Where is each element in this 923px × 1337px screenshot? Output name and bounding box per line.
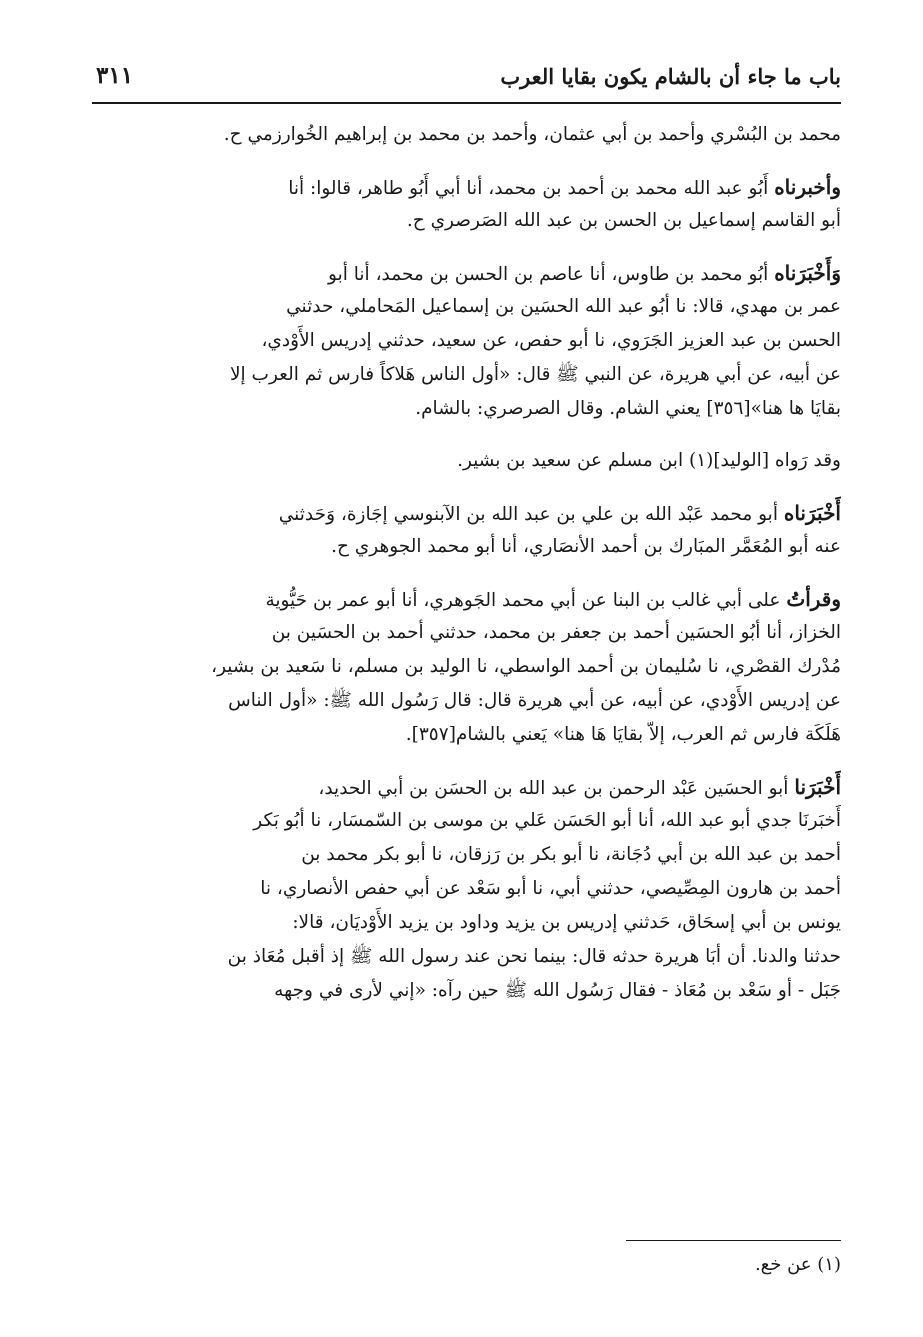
line-text: الخزاز، أنا أبُو الحسَين أحمد بن جعفر بن محمد، حدثني أحمد بن الحسَين بن (271, 622, 841, 643)
line-text: عمر بن مهدي، قالا: نا أبُو عبد الله الحسَين بن إسماعيل المَحاملي، حدثني (286, 296, 841, 317)
line-text: أَخبَرنَا جدي أبو عبد الله، أنا أبو الحَسَن عَلي بن موسى بن السّمسَار، نا أبُو بَكر (253, 810, 841, 831)
line-text: أبو القاسم إسماعيل بن الحسن بن عبد الله الصَرصري ح. (406, 210, 841, 231)
running-header (92, 58, 841, 104)
line-text: على أبي غالب بن البنا عن أبي محمد الجَوهري، أنا أبو عمر بن حَيُّوية (265, 590, 781, 611)
text-line (92, 444, 841, 478)
text-line (92, 530, 841, 564)
line-text: محمد بن البُسْري وأحمد بن أبي عثمان، وأحمد بن محمد بن إبراهيم الخُوارزمي ح. (223, 124, 841, 145)
text-line (92, 582, 841, 616)
text-line (92, 290, 841, 324)
text-line (92, 204, 841, 238)
text-line (92, 650, 841, 684)
line-text: وقد رَواه [الوليد](١) ابن مسلم عن سعيد بن بشير. (457, 450, 841, 471)
line-text: عنه أبو المُعَمَّر المبَارك بن أحمد الأنصَاري، أنا أبو محمد الجوهري ح. (331, 536, 841, 557)
text-line (92, 804, 841, 838)
paragraph (92, 170, 841, 238)
text-line (92, 872, 841, 906)
chain-keyword: وَأَخْبَرَناه (774, 261, 841, 285)
text-line (92, 496, 841, 530)
chain-keyword: أَخْبَرَنا (794, 775, 841, 799)
line-text: عن أبيه، عن أبي هريرة، عن النبي ﷺ قال: «أول الناس هَلاكاً فارس ثم العرب إلا (229, 364, 841, 385)
paragraph-gap (92, 478, 841, 496)
paragraph (92, 770, 841, 1008)
text-line (92, 974, 841, 1008)
paragraph (92, 256, 841, 426)
line-text: جَبَل - أو سَعْد بن مُعَاذ - فقال رَسُول الله ﷺ حين رآه: «إني لأرى في وجهه (274, 980, 841, 1001)
paragraph-gap (92, 564, 841, 582)
text-line (92, 392, 841, 426)
line-text: أحمد بن عبد الله بن أبي دُجَانة، نا أبو بكر بن رَزقان، نا أبو بكر محمد بن (301, 844, 841, 865)
paragraph (92, 496, 841, 564)
chapter-title: باب ما جاء أن بالشام يكون بقايا العرب (500, 64, 841, 89)
text-line (92, 838, 841, 872)
text-line (92, 324, 841, 358)
line-text: بقايَا ها هنا»[٣٥٦] يعني الشام. وقال الصرصري: بالشام. (415, 398, 841, 419)
page-body (92, 118, 841, 1008)
paragraph (92, 444, 841, 478)
line-text: أبُو محمد بن طاوس، أنا عاصم بن الحسن بن محمد، أنا أبو (328, 264, 769, 285)
line-text: يونس بن أبي إسحَاق، حَدثني إدريس بن يزيد وداود بن يزيد الأَوْديَان، قالا: (292, 912, 841, 933)
paragraph-gap (92, 238, 841, 256)
paragraph-gap (92, 752, 841, 770)
page-number: ٣١١ (96, 62, 134, 89)
line-text: أبو محمد عَبْد الله بن علي بن عبد الله بن الآبنوسي إجَازة، وَحَدثني (278, 504, 778, 525)
text-line (92, 770, 841, 804)
text-line (92, 940, 841, 974)
chain-keyword: أَخْبَرَناه (783, 501, 841, 525)
line-text: أحمد بن هارون المِصِّيصي، حدثني أبي، نا أبو سَعْد عن أبي حفص الأنصاري، نا (260, 878, 841, 899)
line-text: أبو الحسَين عَبْد الرحمن بن عبد الله بن الحسَن بن أبي الحديد، (318, 778, 789, 799)
line-text: هَلَكَة فارس ثم العرب، إلاّ بقايَا هَا هنا» يَعني بالشام[٣٥٧]. (405, 724, 841, 745)
line-text: الحسن بن عبد العزيز الجَرَوي، نا أبو حفص، عن سعيد، حدثني إدريس الأَوْدي، (261, 330, 841, 351)
text-line (92, 684, 841, 718)
text-line (92, 256, 841, 290)
text-line (92, 718, 841, 752)
text-line (92, 906, 841, 940)
paragraph (92, 118, 841, 152)
text-line (92, 118, 841, 152)
text-line (92, 358, 841, 392)
line-text: مُدْرك القصْري، نا سُليمان بن أحمد الواسطي، نا الوليد بن مسلم، نا سَعيد بن بشير، (211, 656, 841, 677)
chain-keyword: وقرأتُ (786, 587, 841, 611)
line-text: أَبُو عبد الله محمد بن أحمد بن محمد، أنا أبي أَبُو طاهر، قالوا: أنا (288, 178, 769, 199)
chain-keyword: وأخبرناه (774, 175, 841, 199)
line-text: حدثنا والدنا. أن أبَا هريرة حدثه قال: بينما نحن عند رسول الله ﷺ إذ أقبل مُعَاذ بن (227, 946, 841, 967)
paragraph-gap (92, 426, 841, 444)
text-line (92, 616, 841, 650)
footnote-divider (626, 1240, 841, 1241)
paragraph (92, 582, 841, 752)
paragraph-gap (92, 152, 841, 170)
line-text: عن إدريس الأَوْدي، عن أبيه، عن أبي هريرة قال: قال رَسُول الله ﷺ: «أول الناس (228, 690, 841, 711)
footnote: (١) عن خع. (754, 1254, 841, 1275)
text-line (92, 170, 841, 204)
